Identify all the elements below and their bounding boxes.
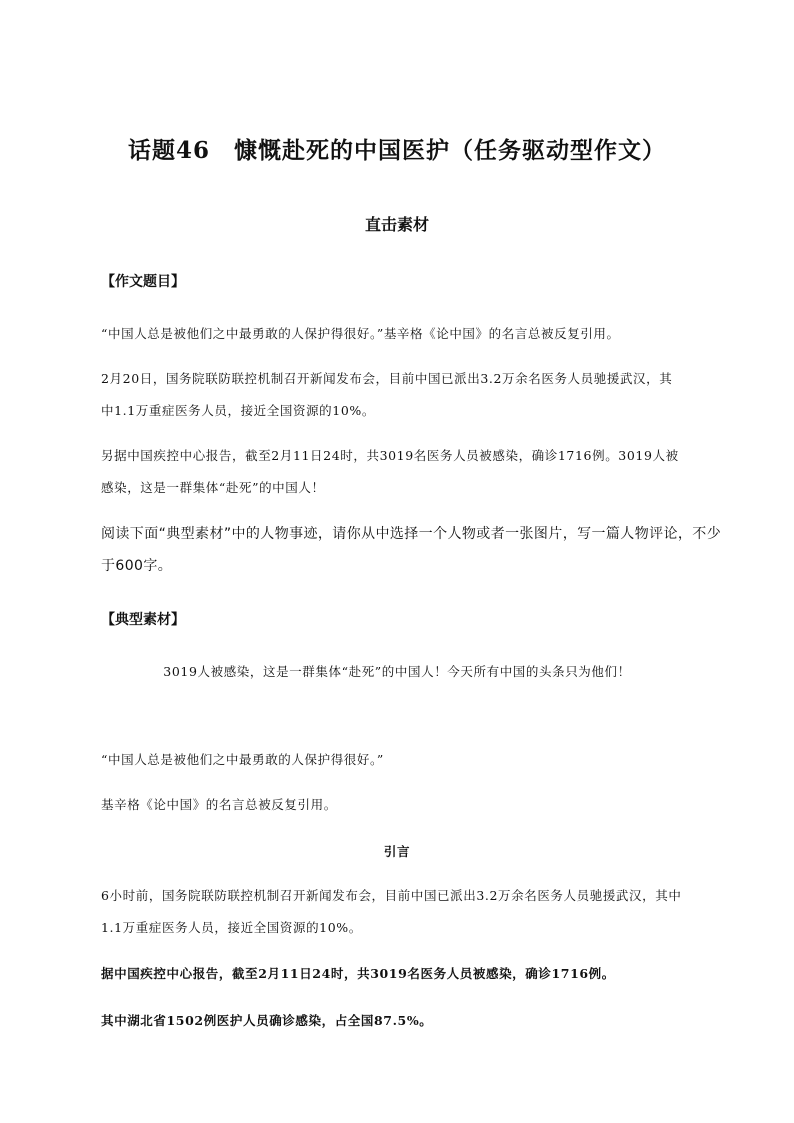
task-paragraph-1: “中国人总是被他们之中最勇敢的人保护得很好。”基辛格《论中国》的名言总被反复引用。 bbox=[101, 326, 620, 341]
material-caption: 3019人被感染，这是一群集体“赴死”的中国人！今天所有中国的头条只为他们！ bbox=[163, 664, 631, 679]
task-section-label: 【作文题目】 bbox=[101, 274, 185, 290]
quote-line-2: 基辛格《论中国》的名言总被反复引用。 bbox=[101, 797, 337, 812]
task-paragraph-2-line-1: 2月20日，国务院联防联控机制召开新闻发布会，目前中国已派出3.2万余名医务人员驰援武汉，其 bbox=[101, 371, 673, 386]
bold-statement-2: 其中湖北省1502例医护人员确诊感染，占全国87.5%。 bbox=[101, 1013, 433, 1028]
intro-heading: 引言 bbox=[383, 844, 411, 859]
intro-paragraph-line-1: 6小时前，国务院联防联控机制召开新闻发布会，目前中国已派出3.2万余名医务人员驰援武汉，其中 bbox=[101, 888, 682, 903]
material-section-label: 【典型素材】 bbox=[101, 612, 185, 628]
intro-paragraph-line-2: 1.1万重症医务人员，接近全国资源的10%。 bbox=[101, 920, 362, 935]
quote-line-1: “中国人总是被他们之中最勇敢的人保护得很好。” bbox=[101, 752, 384, 767]
bold-statement-1: 据中国疾控中心报告，截至2月11日24时，共3019名医务人员被感染，确诊1716例。 bbox=[101, 966, 615, 981]
section-subtitle: 直击素材 bbox=[364, 215, 429, 234]
task-paragraph-4-line-1: 阅读下面“典型素材”中的人物事迹，请你从中选择一个人物或者一张图片，写一篇人物评论，不少 bbox=[101, 526, 722, 542]
task-paragraph-2-line-2: 中1.1万重症医务人员，接近全国资源的10%。 bbox=[101, 403, 375, 418]
task-paragraph-3-line-2: 感染，这是一群集体“赴死”的中国人！ bbox=[101, 480, 325, 495]
task-paragraph-4-line-2: 于600字。 bbox=[101, 558, 173, 574]
task-paragraph-3-line-1: 另据中国疾控中心报告，截至2月11日24时，共3019名医务人员被感染，确诊1716例。3019人被 bbox=[101, 448, 679, 463]
document-title: 话题46 慷慨赴死的中国医护（任务驱动型作文） bbox=[127, 137, 666, 164]
